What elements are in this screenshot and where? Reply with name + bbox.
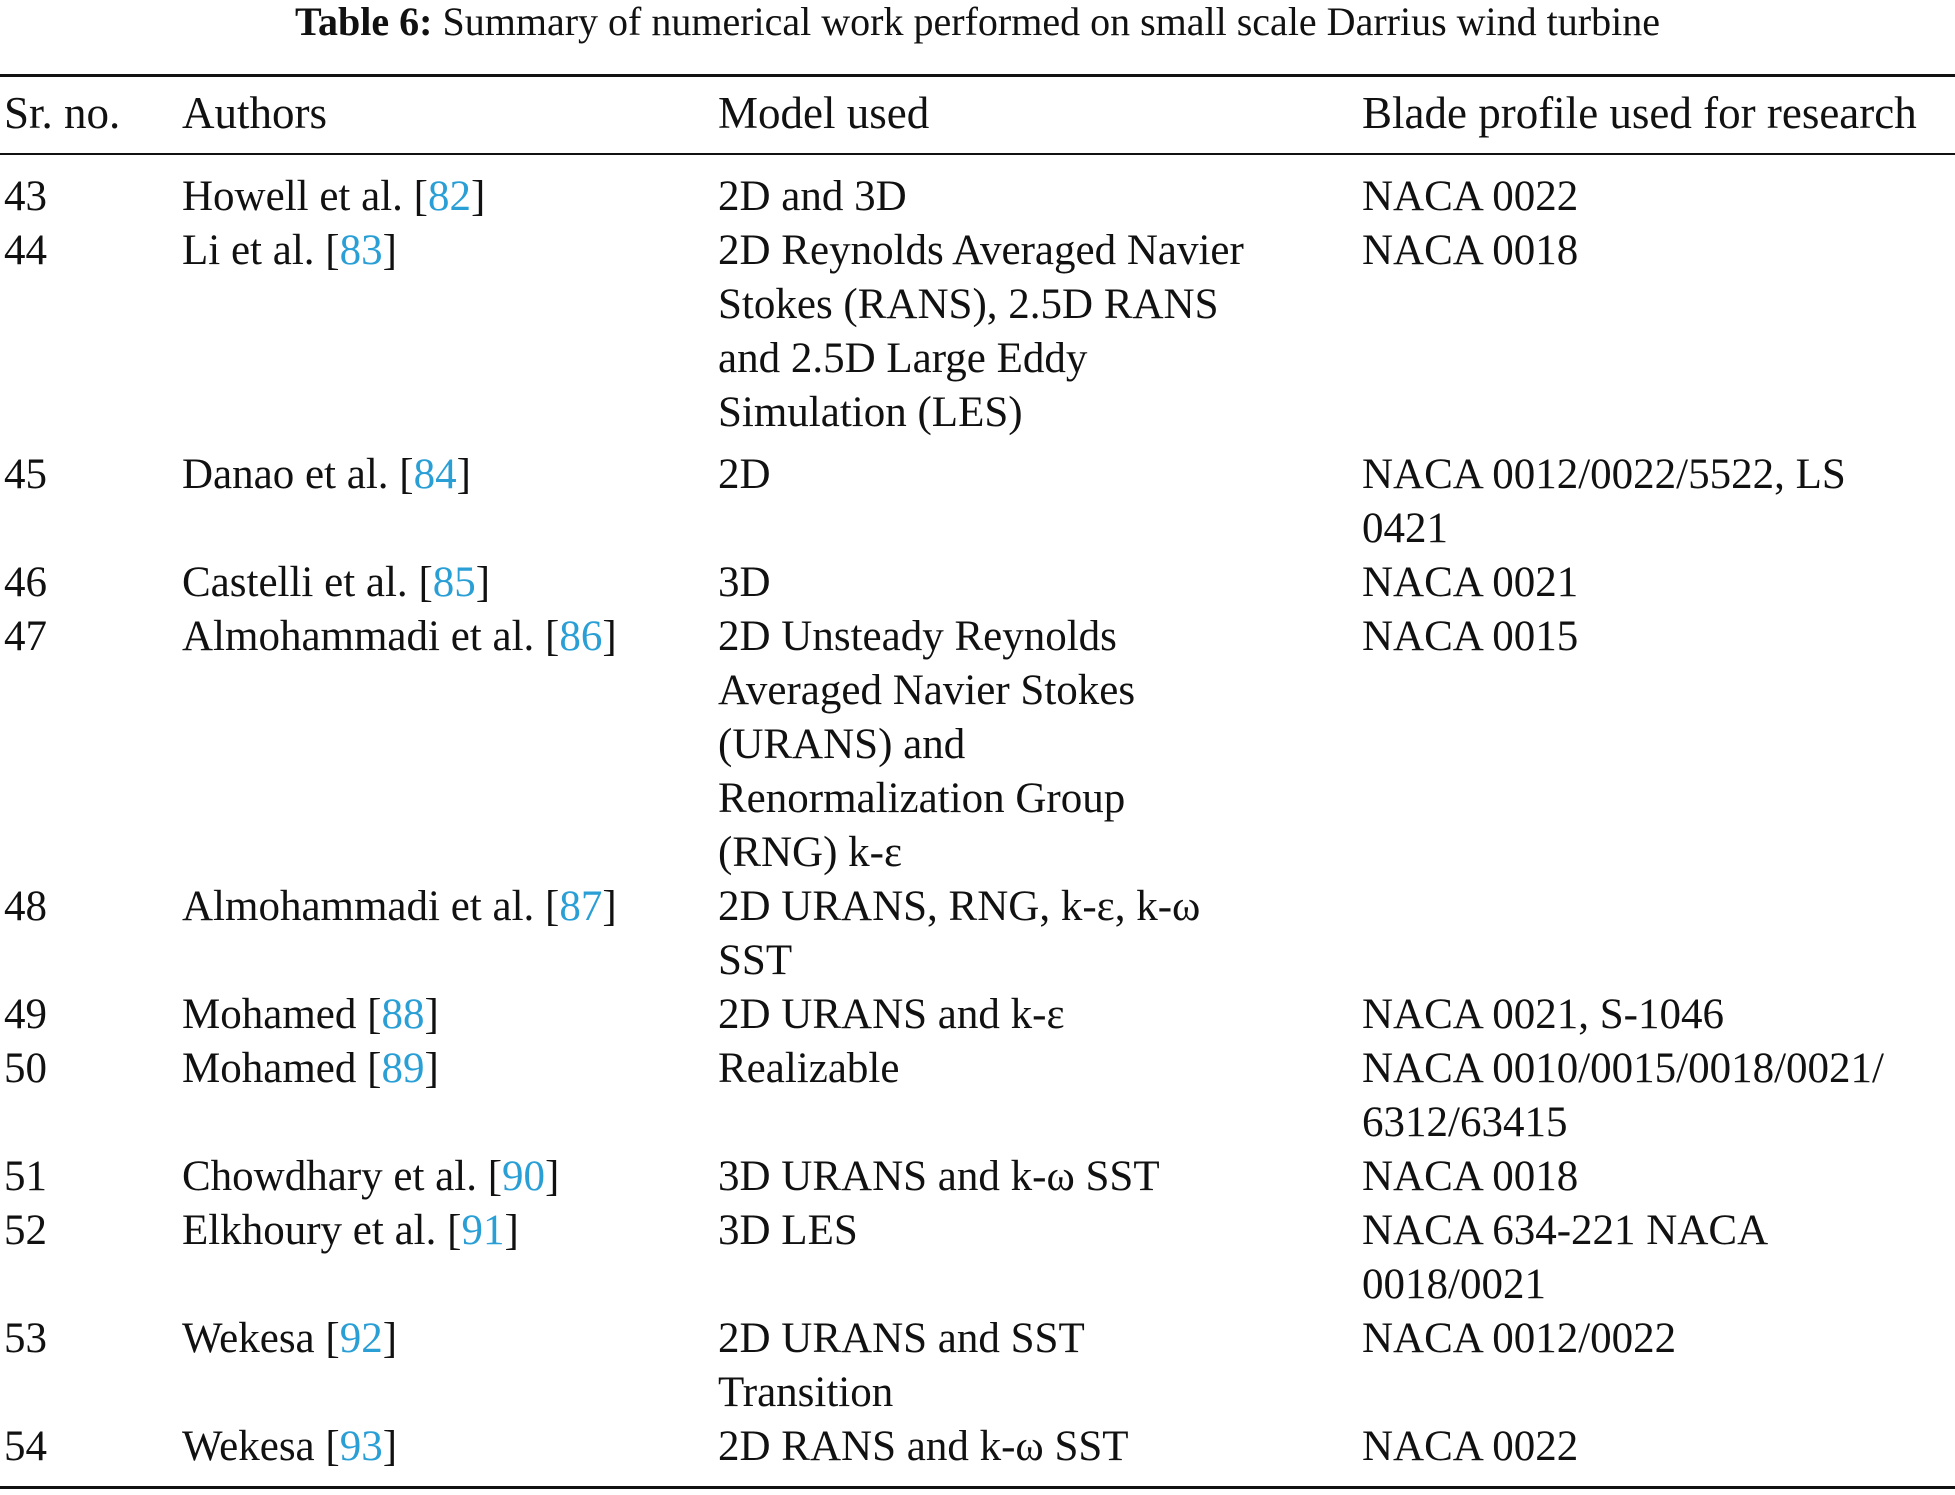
cell-model-used [718,224,1244,440]
cell-blade-profile [1362,1204,1768,1312]
model-line: 3D [718,559,771,606]
table-top-rule [0,74,1955,77]
cell-blade-profile [1362,988,1724,1042]
citation-link[interactable]: 91 [461,1207,505,1254]
cell-sr-no: 52 [4,1207,47,1254]
author-name: Almohammadi et al. [182,613,535,660]
model-line: 2D URANS and SST [718,1315,1085,1362]
model-line: Simulation (LES) [718,389,1023,436]
author-name: Chowdhary et al. [182,1153,477,1200]
cell-model-used [718,1312,1085,1420]
cell-blade-profile [1362,448,1846,556]
cell-model-used [718,448,771,502]
cell-model-used [718,988,1065,1042]
cell-author: Castelli et al. [85] [182,559,491,606]
cell-model-used [718,880,1200,988]
cell-author: Mohamed [88] [182,991,439,1038]
citation-link[interactable]: 88 [381,991,425,1038]
table-bottom-rule [0,1486,1955,1489]
blade-line: NACA 0022 [1362,173,1579,220]
citation-link[interactable]: 90 [502,1153,546,1200]
citation-link[interactable]: 86 [559,613,603,660]
blade-line: 6312/63415 [1362,1099,1568,1146]
citation-link[interactable]: 85 [432,559,476,606]
blade-line: NACA 0022 [1362,1423,1579,1470]
blade-line: NACA 0012/0022/5522, LS [1362,451,1846,498]
cell-author: Wekesa [92] [182,1315,398,1362]
model-line: Stokes (RANS), 2.5D RANS [718,281,1219,328]
cell-sr-no: 46 [4,559,47,606]
blade-line: NACA 0021, S-1046 [1362,991,1724,1038]
blade-line: NACA 0010/0015/0018/0021/ [1362,1045,1885,1092]
cell-blade-profile [1362,556,1578,610]
cell-author: Almohammadi et al. [86] [182,613,617,660]
cell-sr-no: 51 [4,1153,47,1200]
cell-sr-no: 47 [4,613,47,660]
cell-blade-profile [1362,1312,1676,1366]
cell-blade-profile [1362,1042,1884,1150]
author-name: Wekesa [182,1315,315,1362]
author-name: Mohamed [182,991,357,1038]
header-authors: Authors [182,88,327,138]
model-line: 2D URANS and k-ε [718,991,1065,1038]
table-caption [0,0,1955,44]
author-name: Elkhoury et al. [182,1207,437,1254]
cell-model-used [718,556,771,610]
model-line: Realizable [718,1045,900,1092]
model-line: 2D RANS and k-ω SST [718,1423,1129,1470]
table-header [0,86,1955,140]
cell-author: Wekesa [93] [182,1423,398,1470]
cell-author: Li et al. [83] [182,227,397,274]
cell-sr-no: 50 [4,1045,47,1092]
model-line: 2D Reynolds Averaged Navier [718,227,1244,274]
model-line: 2D Unsteady Reynolds [718,613,1117,660]
author-name: Danao et al. [182,451,389,498]
cell-model-used [718,610,1135,880]
citation-link[interactable]: 82 [427,173,471,220]
cell-blade-profile [1362,224,1578,278]
model-line: 3D LES [718,1207,858,1254]
citation-link[interactable]: 87 [559,883,603,930]
author-name: Li et al. [182,227,315,274]
cell-sr-no: 53 [4,1315,47,1362]
blade-line: NACA 0021 [1362,559,1579,606]
model-line: (URANS) and [718,721,966,768]
cell-sr-no: 44 [4,227,47,274]
author-name: Castelli et al. [182,559,408,606]
cell-author: Howell et al. [82] [182,173,486,220]
cell-blade-profile [1362,1420,1578,1474]
blade-line: NACA 0018 [1362,1153,1579,1200]
header-model-used: Model used [718,88,930,138]
model-line: SST [718,937,793,984]
header-sr-no: Sr. no. [4,88,121,138]
cell-sr-no: 54 [4,1423,47,1470]
cell-model-used [718,1042,899,1096]
cell-blade-profile [1362,610,1578,664]
cell-model-used [718,1150,1160,1204]
blade-line: NACA 0012/0022 [1362,1315,1677,1362]
blade-line: 0018/0021 [1362,1261,1546,1308]
citation-link[interactable]: 83 [339,227,383,274]
blade-line: NACA 634-221 NACA [1362,1207,1769,1254]
cell-blade-profile [1362,170,1578,224]
author-name: Mohamed [182,1045,357,1092]
model-line: 2D and 3D [718,173,907,220]
author-name: Wekesa [182,1423,315,1470]
table-caption-label: Table 6: [295,0,433,44]
header-blade-profile: Blade profile used for research [1362,88,1917,138]
cell-author: Elkhoury et al. [91] [182,1207,519,1254]
model-line: 3D URANS and k-ω SST [718,1153,1160,1200]
citation-link[interactable]: 92 [339,1315,383,1362]
blade-line: NACA 0015 [1362,613,1579,660]
blade-line: 0421 [1362,505,1448,552]
cell-sr-no: 48 [4,883,47,930]
cell-model-used [718,1204,858,1258]
author-name: Almohammadi et al. [182,883,535,930]
cell-sr-no: 45 [4,451,47,498]
model-line: 2D URANS, RNG, k-ε, k-ω [718,883,1201,930]
citation-link[interactable]: 89 [381,1045,425,1092]
cell-author: Chowdhary et al. [90] [182,1153,560,1200]
cell-sr-no: 49 [4,991,47,1038]
citation-link[interactable]: 84 [413,451,457,498]
cell-author: Mohamed [89] [182,1045,439,1092]
model-line: 2D [718,451,771,498]
table-caption-text: Summary of numerical work performed on small scale Darrius wind turbine [442,0,1660,44]
model-line: Transition [718,1369,894,1416]
cell-blade-profile [1362,1150,1578,1204]
cell-author: Almohammadi et al. [87] [182,883,617,930]
cell-model-used [718,1420,1129,1474]
cell-author: Danao et al. [84] [182,451,471,498]
blade-line: NACA 0018 [1362,227,1579,274]
table-header-rule [0,153,1955,155]
cell-sr-no: 43 [4,173,47,220]
citation-link[interactable]: 93 [339,1423,383,1470]
model-line: and 2.5D Large Eddy [718,335,1088,382]
model-line: Renormalization Group [718,775,1126,822]
model-line: (RNG) k-ε [718,829,903,876]
author-name: Howell et al. [182,173,403,220]
model-line: Averaged Navier Stokes [718,667,1136,714]
cell-model-used [718,170,907,224]
